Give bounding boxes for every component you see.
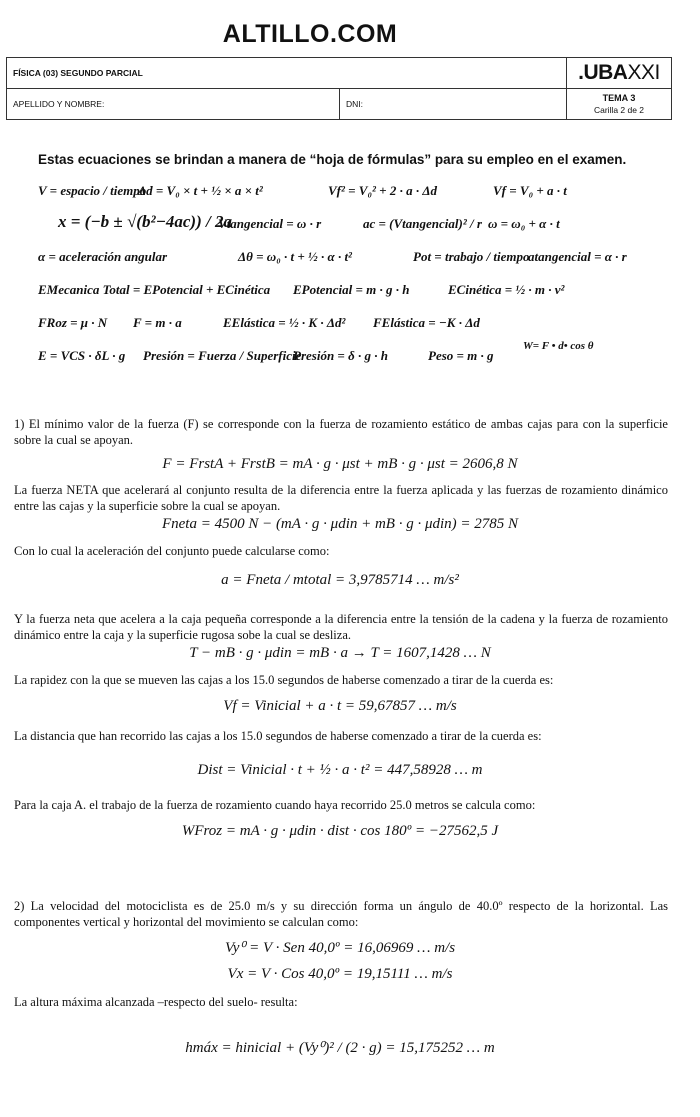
formula: Peso = m · g <box>428 348 494 363</box>
dni-field-label: DNI: <box>340 89 567 120</box>
formula: E = VCS · δL · g <box>38 348 126 363</box>
equation: Vf = Vinicial + a · t = 59,67857 … m/s <box>223 698 457 714</box>
formula-row <box>38 276 648 309</box>
paragraph: La altura máxima alcanzada –respecto del suelo- resulta: <box>14 995 298 1009</box>
formula: EMecanica Total = EPotencial + ECinética <box>38 282 271 297</box>
formula: ECinética = ½ · m · v² <box>448 282 565 297</box>
formula-row <box>38 243 648 276</box>
formula: Vf² = V₀² + 2 · a · Δd <box>328 183 437 198</box>
paragraph: La distancia que han recorrido las cajas a los 15.0 segundos de haberse comenzado a tirar de la cuerda es: <box>14 729 542 743</box>
uba-logo: .UBAXXI <box>567 58 672 89</box>
formula: V = espacio / tiempo <box>38 183 147 198</box>
formula: Pot = trabajo / tiempo <box>413 249 530 264</box>
formula: α = aceleración angular <box>38 249 168 264</box>
formula: EPotencial = m · g · h <box>293 282 410 297</box>
formula: W= F • d• cos θ <box>523 340 594 352</box>
name-field-label: APELLIDO Y NOMBRE: <box>7 89 340 120</box>
paragraph: Y la fuerza neta que acelera a la caja pequeña corresponde a la diferencia entre la tensión de la cadena y la fuerza de rozamiento dinámico entre la caja y la superficie rugosa sobe la cual se desliza. <box>14 612 668 642</box>
formula-row <box>38 342 648 375</box>
course-title: FÍSICA (03) SEGUNDO PARCIAL <box>7 58 567 89</box>
equation: Vx = V · Cos 40,0º = 19,15111 … m/s <box>227 966 453 982</box>
equation: T − mB · g · μdin = mB · a → T = 1607,1428 … N <box>189 645 491 661</box>
formula: Δd = V₀ × t + ½ × a × t² <box>138 183 263 198</box>
formula: ω = ω₀ + α · t <box>488 216 560 231</box>
equation: Dist = Vinicial · t + ½ · a · t² = 447,58928 … m <box>197 762 483 778</box>
paragraph: La rapidez con la que se mueven las cajas a los 15.0 segundos de haberse comenzado a tirar de la cuerda es: <box>14 673 554 687</box>
paragraph: Para la caja A. el trabajo de la fuerza de rozamiento cuando haya recorrido 25.0 metros se calcula como: <box>14 798 536 812</box>
equation: WFroz = mA · g · μdin · dist · cos 180º = −27562,5 J <box>181 823 499 839</box>
equation: Vy⁰ = V · Sen 40,0º = 16,06969 … m/s <box>224 940 456 956</box>
problem-1-intro: 1) El mínimo valor de la fuerza (F) se corresponde con la fuerza de rozamiento estático de ambas cajas para con la superficie sobre la cual se apoyan. <box>14 417 668 447</box>
site-title: ALTILLO.COM <box>222 20 398 48</box>
equation: hmáx = hinicial + (Vy⁰)² / (2 · g) = 15,175252 … m <box>185 1040 495 1056</box>
exam-header <box>6 57 672 120</box>
formula: EElástica = ½ · K · Δd² <box>223 315 346 330</box>
formula: atangencial = α · r <box>528 249 627 264</box>
formula: Δθ = ω₀ · t + ½ · α · t² <box>238 249 352 264</box>
equation: a = Fneta / mtotal = 3,9785714 … m/s² <box>221 572 459 588</box>
formula: Presión = Fuerza / Superficie <box>143 348 302 363</box>
problem-2-intro: 2) La velocidad del motociclista es de 25.0 m/s y su dirección forma un ángulo de 40.0º respecto de la horizontal. Las componentes vertical y horizontal del movimiento se calculan como: <box>14 899 668 929</box>
equation: Fneta = 4500 N − (mA · g · μdin + mB · g · μdin) = 2785 N <box>161 516 519 532</box>
formula: F = m · a <box>133 315 182 330</box>
paragraph: Con lo cual la aceleración del conjunto puede calcularse como: <box>14 544 330 558</box>
formula: Vf = V₀ + a · t <box>493 183 567 198</box>
equation: F = FrstA + FrstB = mA · g · μst + mB · g · μst = 2606,8 N <box>162 456 518 472</box>
formula: FElástica = −K · Δd <box>373 315 480 330</box>
paragraph: La fuerza NETA que acelerará al conjunto resulta de la diferencia entre la fuerza aplicada y las fuerzas de rozamiento dinámico entre las cajas y la superficie sobre la cual se apoyan. <box>14 483 668 513</box>
tema-box: TEMA 3 Carilla 2 de 2 <box>567 89 672 120</box>
formula-sheet-title: Estas ecuaciones se brindan a manera de “hoja de fórmulas” para su empleo en el examen. <box>38 152 627 167</box>
formula: x = (−b ± √(b²−4ac)) / 2a <box>58 212 232 231</box>
formula-row <box>38 210 648 243</box>
formula-row <box>38 309 648 342</box>
formula: Presión = δ · g · h <box>293 348 388 363</box>
formula: Vtangencial = ω · r <box>218 216 322 231</box>
formula-row <box>38 177 648 210</box>
formula: ac = (Vtangencial)² / r <box>363 216 482 231</box>
formula-sheet <box>38 152 648 375</box>
formula: FRoz = μ · N <box>38 315 108 330</box>
